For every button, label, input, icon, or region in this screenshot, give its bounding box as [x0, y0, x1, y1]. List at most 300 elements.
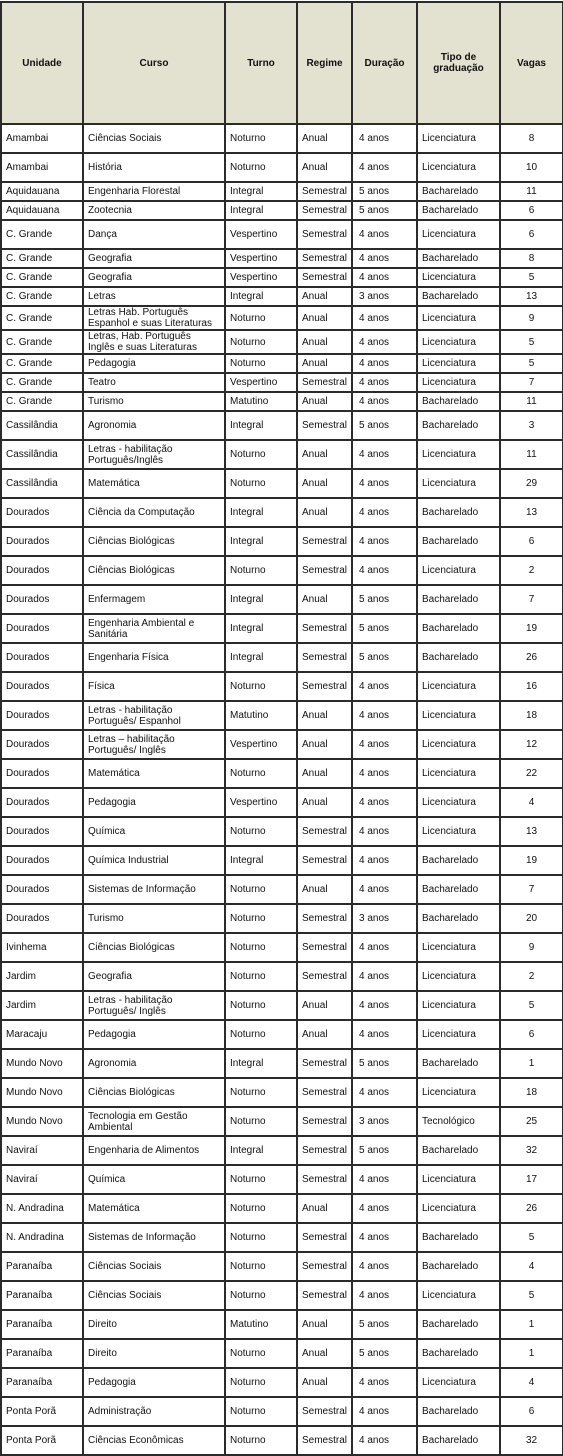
table-row — [1, 788, 563, 817]
cell-tipo: Bacharelado — [417, 411, 500, 440]
cell-vagas: 9 — [500, 933, 563, 962]
cell-duracao: 4 anos — [352, 354, 417, 373]
cell-curso: Química Industrial — [83, 846, 225, 875]
cell-unidade: Paranaíba — [1, 1252, 83, 1281]
cell-unidade: Dourados — [1, 498, 83, 527]
cell-unidade: C. Grande — [1, 330, 83, 354]
cell-tipo: Licenciatura — [417, 701, 500, 730]
cell-regime: Anual — [297, 440, 352, 469]
cell-unidade: Maracaju — [1, 1020, 83, 1049]
cell-unidade: Jardim — [1, 962, 83, 991]
cell-tipo: Licenciatura — [417, 991, 500, 1020]
cell-vagas: 32 — [500, 1136, 563, 1165]
cell-tipo: Licenciatura — [417, 1020, 500, 1049]
cell-unidade: Dourados — [1, 846, 83, 875]
cell-regime: Anual — [297, 788, 352, 817]
cell-regime: Anual — [297, 330, 352, 354]
cell-tipo: Licenciatura — [417, 306, 500, 330]
cell-curso: Pedagogia — [83, 354, 225, 373]
table-row — [1, 701, 563, 730]
cell-duracao: 5 anos — [352, 201, 417, 220]
cell-vagas: 6 — [500, 1020, 563, 1049]
cell-tipo: Bacharelado — [417, 1310, 500, 1339]
cell-unidade: Dourados — [1, 730, 83, 759]
cell-regime: Anual — [297, 469, 352, 498]
cell-tipo: Bacharelado — [417, 201, 500, 220]
cell-unidade: C. Grande — [1, 249, 83, 268]
cell-regime: Semestral — [297, 1397, 352, 1426]
header-row — [1, 2, 563, 124]
cell-tipo: Licenciatura — [417, 440, 500, 469]
cell-unidade: C. Grande — [1, 220, 83, 249]
cell-unidade: C. Grande — [1, 373, 83, 392]
cell-tipo: Bacharelado — [417, 287, 500, 306]
table-row — [1, 846, 563, 875]
cell-unidade: Cassilândia — [1, 411, 83, 440]
table-row — [1, 373, 563, 392]
cell-tipo: Bacharelado — [417, 498, 500, 527]
cell-tipo: Bacharelado — [417, 527, 500, 556]
cell-duracao: 4 anos — [352, 268, 417, 287]
header-turno: Turno — [225, 2, 297, 124]
cell-regime: Semestral — [297, 1107, 352, 1136]
cell-turno: Noturno — [225, 1078, 297, 1107]
table-row — [1, 469, 563, 498]
cell-curso: Ciências Econômicas — [83, 1426, 225, 1455]
cell-curso: Direito — [83, 1310, 225, 1339]
cell-curso: Ciências Sociais — [83, 124, 225, 153]
cell-regime: Anual — [297, 991, 352, 1020]
courses-table — [0, 1, 563, 1456]
cell-turno: Noturno — [225, 672, 297, 701]
cell-unidade: Ponta Porã — [1, 1397, 83, 1426]
table-row — [1, 1310, 563, 1339]
cell-unidade: C. Grande — [1, 354, 83, 373]
cell-unidade: Naviraí — [1, 1165, 83, 1194]
cell-turno: Vespertino — [225, 788, 297, 817]
cell-vagas: 6 — [500, 527, 563, 556]
cell-curso: Sistemas de Informação — [83, 875, 225, 904]
cell-vagas: 26 — [500, 643, 563, 672]
cell-unidade: Paranaíba — [1, 1281, 83, 1310]
cell-turno: Integral — [225, 846, 297, 875]
cell-duracao: 4 anos — [352, 469, 417, 498]
table-row — [1, 1107, 563, 1136]
cell-curso: Geografia — [83, 249, 225, 268]
cell-tipo: Bacharelado — [417, 904, 500, 933]
cell-duracao: 4 anos — [352, 759, 417, 788]
cell-vagas: 18 — [500, 1078, 563, 1107]
table-row — [1, 1223, 563, 1252]
cell-curso: Matemática — [83, 469, 225, 498]
cell-turno: Noturno — [225, 556, 297, 585]
cell-curso: Zootecnia — [83, 201, 225, 220]
cell-unidade: Dourados — [1, 527, 83, 556]
cell-tipo: Licenciatura — [417, 817, 500, 846]
cell-curso: Turismo — [83, 904, 225, 933]
cell-vagas: 6 — [500, 220, 563, 249]
cell-curso: Letras, Hab. Português Inglês e suas Literaturas — [83, 330, 225, 354]
table-row — [1, 411, 563, 440]
cell-unidade: C. Grande — [1, 268, 83, 287]
cell-tipo: Tecnológico — [417, 1107, 500, 1136]
cell-tipo: Licenciatura — [417, 1194, 500, 1223]
table-row — [1, 643, 563, 672]
cell-unidade: Ponta Porã — [1, 1426, 83, 1455]
cell-unidade: Paranaíba — [1, 1339, 83, 1368]
cell-vagas: 2 — [500, 962, 563, 991]
cell-regime: Anual — [297, 124, 352, 153]
cell-tipo: Licenciatura — [417, 730, 500, 759]
cell-duracao: 4 anos — [352, 875, 417, 904]
cell-tipo: Licenciatura — [417, 1078, 500, 1107]
cell-duracao: 4 anos — [352, 788, 417, 817]
cell-vagas: 3 — [500, 411, 563, 440]
cell-regime: Semestral — [297, 1078, 352, 1107]
table-body — [1, 124, 563, 1455]
cell-vagas: 19 — [500, 614, 563, 643]
cell-curso: Agronomia — [83, 411, 225, 440]
cell-curso: Geografia — [83, 962, 225, 991]
cell-turno: Noturno — [225, 1397, 297, 1426]
cell-duracao: 4 anos — [352, 1397, 417, 1426]
cell-duracao: 4 anos — [352, 846, 417, 875]
cell-turno: Noturno — [225, 1339, 297, 1368]
cell-regime: Semestral — [297, 672, 352, 701]
cell-curso: Ciências Biológicas — [83, 527, 225, 556]
cell-regime: Anual — [297, 1194, 352, 1223]
cell-unidade: Amambai — [1, 153, 83, 182]
cell-vagas: 10 — [500, 153, 563, 182]
cell-duracao: 4 anos — [352, 249, 417, 268]
table-row — [1, 153, 563, 182]
cell-turno: Noturno — [225, 124, 297, 153]
cell-regime: Semestral — [297, 373, 352, 392]
table-row — [1, 1136, 563, 1165]
table-row — [1, 904, 563, 933]
cell-turno: Integral — [225, 201, 297, 220]
cell-vagas: 16 — [500, 672, 563, 701]
cell-tipo: Licenciatura — [417, 153, 500, 182]
cell-vagas: 5 — [500, 330, 563, 354]
cell-unidade: Jardim — [1, 991, 83, 1020]
table-row — [1, 306, 563, 330]
cell-vagas: 22 — [500, 759, 563, 788]
table-row — [1, 1049, 563, 1078]
cell-duracao: 4 anos — [352, 153, 417, 182]
cell-duracao: 4 anos — [352, 440, 417, 469]
cell-regime: Anual — [297, 498, 352, 527]
cell-curso: Engenharia Ambiental e Sanitária — [83, 614, 225, 643]
cell-vagas: 29 — [500, 469, 563, 498]
cell-regime: Semestral — [297, 411, 352, 440]
cell-turno: Integral — [225, 527, 297, 556]
cell-curso: Química — [83, 1165, 225, 1194]
cell-curso: Matemática — [83, 1194, 225, 1223]
cell-duracao: 5 anos — [352, 411, 417, 440]
cell-turno: Vespertino — [225, 220, 297, 249]
cell-regime: Semestral — [297, 268, 352, 287]
cell-curso: Química — [83, 817, 225, 846]
table-row — [1, 354, 563, 373]
cell-vagas: 26 — [500, 1194, 563, 1223]
cell-unidade: Dourados — [1, 672, 83, 701]
cell-regime: Semestral — [297, 220, 352, 249]
cell-turno: Noturno — [225, 933, 297, 962]
cell-tipo: Bacharelado — [417, 1049, 500, 1078]
cell-turno: Noturno — [225, 1281, 297, 1310]
cell-tipo: Bacharelado — [417, 392, 500, 411]
cell-tipo: Bacharelado — [417, 1339, 500, 1368]
cell-regime: Anual — [297, 153, 352, 182]
cell-turno: Integral — [225, 287, 297, 306]
cell-duracao: 4 anos — [352, 392, 417, 411]
cell-curso: Teatro — [83, 373, 225, 392]
cell-turno: Integral — [225, 614, 297, 643]
cell-unidade: Mundo Novo — [1, 1078, 83, 1107]
table-row — [1, 817, 563, 846]
cell-tipo: Licenciatura — [417, 268, 500, 287]
cell-turno: Integral — [225, 1136, 297, 1165]
cell-tipo: Bacharelado — [417, 1136, 500, 1165]
cell-tipo: Bacharelado — [417, 875, 500, 904]
cell-regime: Semestral — [297, 933, 352, 962]
cell-vagas: 5 — [500, 268, 563, 287]
table-row — [1, 182, 563, 201]
cell-unidade: Paranaíba — [1, 1310, 83, 1339]
cell-duracao: 4 anos — [352, 1165, 417, 1194]
cell-regime: Anual — [297, 1020, 352, 1049]
cell-tipo: Licenciatura — [417, 330, 500, 354]
cell-tipo: Licenciatura — [417, 373, 500, 392]
table-row — [1, 1281, 563, 1310]
cell-regime: Semestral — [297, 1165, 352, 1194]
cell-turno: Matutino — [225, 1310, 297, 1339]
cell-tipo: Bacharelado — [417, 1252, 500, 1281]
table-row — [1, 759, 563, 788]
cell-unidade: Dourados — [1, 643, 83, 672]
cell-duracao: 4 anos — [352, 373, 417, 392]
cell-duracao: 4 anos — [352, 933, 417, 962]
cell-duracao: 5 anos — [352, 643, 417, 672]
cell-turno: Noturno — [225, 1194, 297, 1223]
cell-duracao: 4 anos — [352, 1426, 417, 1455]
cell-turno: Noturno — [225, 1252, 297, 1281]
cell-tipo: Bacharelado — [417, 249, 500, 268]
cell-turno: Noturno — [225, 354, 297, 373]
table-row — [1, 1020, 563, 1049]
cell-regime: Semestral — [297, 904, 352, 933]
table-row — [1, 875, 563, 904]
cell-regime: Semestral — [297, 1252, 352, 1281]
cell-duracao: 4 anos — [352, 556, 417, 585]
cell-vagas: 8 — [500, 249, 563, 268]
cell-turno: Noturno — [225, 991, 297, 1020]
cell-tipo: Bacharelado — [417, 182, 500, 201]
table-row — [1, 1165, 563, 1194]
cell-unidade: Dourados — [1, 875, 83, 904]
cell-unidade: C. Grande — [1, 392, 83, 411]
table-row — [1, 440, 563, 469]
cell-unidade: Dourados — [1, 701, 83, 730]
cell-vagas: 11 — [500, 392, 563, 411]
cell-turno: Vespertino — [225, 730, 297, 759]
table-row — [1, 1426, 563, 1455]
cell-tipo: Licenciatura — [417, 759, 500, 788]
cell-vagas: 8 — [500, 124, 563, 153]
table-row — [1, 392, 563, 411]
cell-regime: Semestral — [297, 1136, 352, 1165]
cell-curso: Letras - habilitação Português/ Inglês — [83, 991, 225, 1020]
cell-turno: Vespertino — [225, 373, 297, 392]
cell-turno: Integral — [225, 585, 297, 614]
header-tipo-graduacao: Tipo de graduação — [417, 2, 500, 124]
cell-unidade: Cassilândia — [1, 469, 83, 498]
cell-unidade: Aquidauana — [1, 201, 83, 220]
cell-turno: Noturno — [225, 1223, 297, 1252]
cell-vagas: 1 — [500, 1310, 563, 1339]
cell-vagas: 7 — [500, 373, 563, 392]
cell-curso: Pedagogia — [83, 1368, 225, 1397]
cell-duracao: 4 anos — [352, 1078, 417, 1107]
cell-vagas: 32 — [500, 1426, 563, 1455]
cell-turno: Vespertino — [225, 249, 297, 268]
cell-regime: Semestral — [297, 1049, 352, 1078]
cell-tipo: Bacharelado — [417, 1223, 500, 1252]
cell-curso: Ciência da Computação — [83, 498, 225, 527]
table-row — [1, 614, 563, 643]
cell-regime: Anual — [297, 875, 352, 904]
cell-turno: Noturno — [225, 153, 297, 182]
cell-turno: Noturno — [225, 904, 297, 933]
cell-unidade: Dourados — [1, 904, 83, 933]
cell-curso: Tecnologia em Gestão Ambiental — [83, 1107, 225, 1136]
cell-duracao: 4 anos — [352, 1020, 417, 1049]
cell-unidade: C. Grande — [1, 287, 83, 306]
cell-curso: História — [83, 153, 225, 182]
cell-unidade: Dourados — [1, 585, 83, 614]
cell-vagas: 12 — [500, 730, 563, 759]
cell-curso: Administração — [83, 1397, 225, 1426]
cell-regime: Semestral — [297, 1426, 352, 1455]
cell-duracao: 4 anos — [352, 730, 417, 759]
cell-regime: Semestral — [297, 962, 352, 991]
cell-vagas: 5 — [500, 991, 563, 1020]
cell-duracao: 4 anos — [352, 817, 417, 846]
table-row — [1, 201, 563, 220]
cell-regime: Semestral — [297, 201, 352, 220]
cell-vagas: 25 — [500, 1107, 563, 1136]
cell-curso: Letras Hab. Português Espanhol e suas Literaturas — [83, 306, 225, 330]
table-row — [1, 991, 563, 1020]
cell-turno: Integral — [225, 1049, 297, 1078]
cell-duracao: 4 anos — [352, 498, 417, 527]
cell-regime: Anual — [297, 287, 352, 306]
cell-curso: Letras – habilitação Português/ Inglês — [83, 730, 225, 759]
cell-unidade: Mundo Novo — [1, 1049, 83, 1078]
cell-unidade: Dourados — [1, 556, 83, 585]
cell-regime: Semestral — [297, 643, 352, 672]
cell-tipo: Licenciatura — [417, 672, 500, 701]
cell-regime: Semestral — [297, 527, 352, 556]
cell-tipo: Licenciatura — [417, 962, 500, 991]
cell-turno: Noturno — [225, 817, 297, 846]
cell-duracao: 4 anos — [352, 1194, 417, 1223]
cell-vagas: 19 — [500, 846, 563, 875]
cell-vagas: 1 — [500, 1049, 563, 1078]
cell-vagas: 2 — [500, 556, 563, 585]
cell-tipo: Licenciatura — [417, 469, 500, 498]
cell-duracao: 5 anos — [352, 614, 417, 643]
cell-vagas: 7 — [500, 875, 563, 904]
table-row — [1, 672, 563, 701]
cell-duracao: 4 anos — [352, 962, 417, 991]
cell-vagas: 4 — [500, 1368, 563, 1397]
cell-unidade: N. Andradina — [1, 1223, 83, 1252]
cell-regime: Semestral — [297, 846, 352, 875]
cell-duracao: 4 anos — [352, 220, 417, 249]
cell-regime: Anual — [297, 730, 352, 759]
cell-curso: Sistemas de Informação — [83, 1223, 225, 1252]
table-row — [1, 124, 563, 153]
table-row — [1, 330, 563, 354]
cell-tipo: Bacharelado — [417, 614, 500, 643]
cell-curso: Enfermagem — [83, 585, 225, 614]
cell-turno: Noturno — [225, 759, 297, 788]
header-vagas: Vagas — [500, 2, 563, 124]
cell-duracao: 4 anos — [352, 1252, 417, 1281]
cell-duracao: 5 anos — [352, 1136, 417, 1165]
cell-duracao: 5 anos — [352, 1310, 417, 1339]
table-row — [1, 527, 563, 556]
header-regime: Regime — [297, 2, 352, 124]
table-row — [1, 556, 563, 585]
cell-regime: Anual — [297, 392, 352, 411]
cell-unidade: Mundo Novo — [1, 1107, 83, 1136]
cell-duracao: 3 anos — [352, 287, 417, 306]
cell-vagas: 5 — [500, 354, 563, 373]
cell-turno: Noturno — [225, 469, 297, 498]
cell-curso: Dança — [83, 220, 225, 249]
cell-duracao: 4 anos — [352, 1368, 417, 1397]
cell-curso: Ciências Sociais — [83, 1252, 225, 1281]
cell-turno: Matutino — [225, 701, 297, 730]
cell-curso: Direito — [83, 1339, 225, 1368]
cell-turno: Noturno — [225, 1426, 297, 1455]
cell-regime: Semestral — [297, 817, 352, 846]
cell-tipo: Bacharelado — [417, 1426, 500, 1455]
cell-curso: Ciências Sociais — [83, 1281, 225, 1310]
cell-duracao: 4 anos — [352, 306, 417, 330]
cell-regime: Anual — [297, 1310, 352, 1339]
cell-tipo: Licenciatura — [417, 1281, 500, 1310]
cell-tipo: Licenciatura — [417, 1165, 500, 1194]
cell-unidade: Dourados — [1, 614, 83, 643]
cell-regime: Semestral — [297, 1281, 352, 1310]
table-row — [1, 1194, 563, 1223]
cell-duracao: 5 anos — [352, 1339, 417, 1368]
cell-turno: Noturno — [225, 440, 297, 469]
cell-regime: Anual — [297, 701, 352, 730]
cell-tipo: Bacharelado — [417, 1397, 500, 1426]
cell-regime: Anual — [297, 759, 352, 788]
cell-vagas: 13 — [500, 287, 563, 306]
cell-tipo: Bacharelado — [417, 846, 500, 875]
cell-tipo: Licenciatura — [417, 1368, 500, 1397]
cell-regime: Anual — [297, 1368, 352, 1397]
cell-curso: Engenharia de Alimentos — [83, 1136, 225, 1165]
cell-unidade: Cassilândia — [1, 440, 83, 469]
